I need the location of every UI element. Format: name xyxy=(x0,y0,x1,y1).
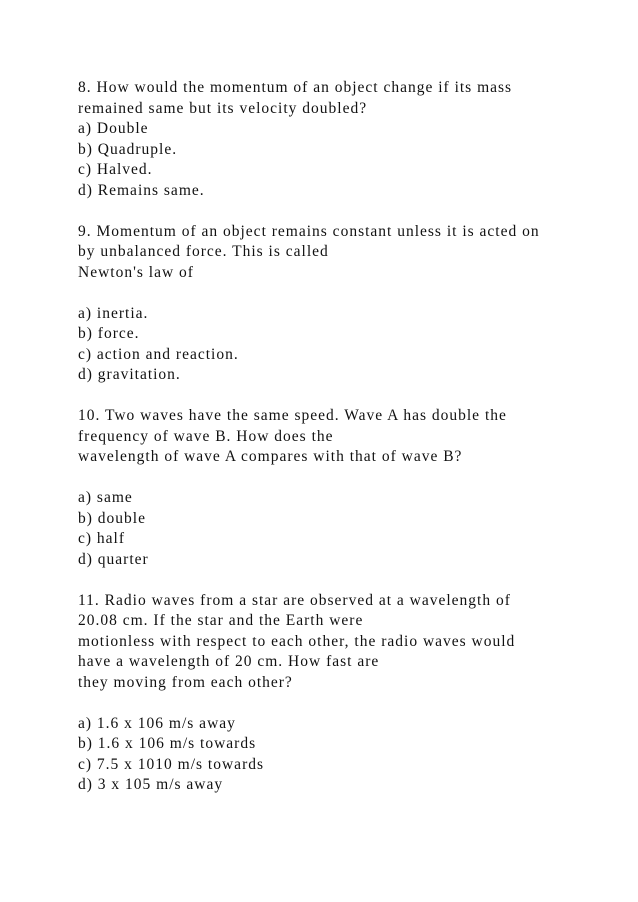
question-text: Newton's law of xyxy=(78,263,194,281)
answer-option-c: c) action and reaction. xyxy=(78,345,239,363)
question-11 xyxy=(78,591,598,796)
document-body xyxy=(78,78,598,796)
question-text: have a wavelength of 20 cm. How fast are xyxy=(78,653,380,670)
question-text: motionless with respect to each other, the radio waves would xyxy=(78,632,516,650)
answer-option-b: b) 1.6 x 106 m/s towards xyxy=(78,735,257,752)
question-text: 20.08 cm. If the star and the Earth were xyxy=(78,612,364,629)
spacer xyxy=(78,468,598,489)
answer-option-c: c) half xyxy=(78,530,126,547)
spacer xyxy=(78,283,598,304)
question-9 xyxy=(78,222,598,386)
answer-option-d: d) gravitation. xyxy=(78,366,181,383)
spacer xyxy=(78,386,598,407)
spacer xyxy=(78,201,598,222)
answer-option-a: a) Double xyxy=(78,120,149,137)
answer-option-d: d) Remains same. xyxy=(78,181,205,199)
question-text: by unbalanced force. This is called xyxy=(78,243,329,260)
spacer xyxy=(78,570,598,591)
answer-option-a: a) 1.6 x 106 m/s away xyxy=(78,714,236,732)
question-10 xyxy=(78,406,598,570)
question-text: 10. Two waves have the same speed. Wave A has double the xyxy=(78,407,507,424)
answer-option-d: d) 3 x 105 m/s away xyxy=(78,776,224,793)
question-8 xyxy=(78,78,598,201)
question-text: 8. How would the momentum of an object change if its mass xyxy=(78,79,513,96)
question-text: frequency of wave B. How does the xyxy=(78,427,334,445)
spacer xyxy=(78,693,598,714)
answer-option-a: a) inertia. xyxy=(78,304,149,322)
answer-option-b: b) double xyxy=(78,509,146,527)
answer-option-d: d) quarter xyxy=(78,550,149,568)
question-text: remained same but its velocity doubled? xyxy=(78,99,368,117)
question-text: 9. Momentum of an object remains constant unless it is acted on xyxy=(78,222,540,240)
answer-option-b: b) force. xyxy=(78,325,140,342)
question-text: they moving from each other? xyxy=(78,673,293,691)
answer-option-a: a) same xyxy=(78,489,133,506)
answer-option-c: c) Halved. xyxy=(78,161,153,178)
answer-option-c: c) 7.5 x 1010 m/s towards xyxy=(78,755,265,773)
answer-option-b: b) Quadruple. xyxy=(78,140,178,158)
question-text: wavelength of wave A compares with that of wave B? xyxy=(78,448,463,465)
question-text: 11. Radio waves from a star are observed at a wavelength of xyxy=(78,591,511,609)
